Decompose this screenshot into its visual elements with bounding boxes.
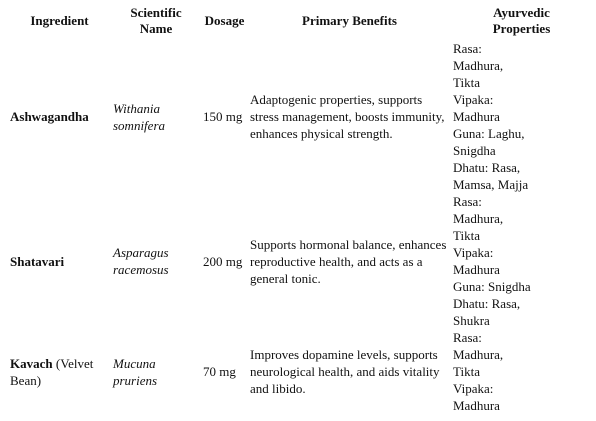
ingredient-name: Ashwagandha: [10, 109, 89, 124]
table-row: [8, 329, 592, 414]
scientific-name-cell: [111, 40, 201, 193]
header-dosage: Dosage: [204, 13, 245, 28]
ayurvedic-properties-cell: [451, 40, 592, 193]
benefits-cell: Adaptogenic properties, supports stress management, boosts immunity, enhances physical strength.: [250, 92, 445, 141]
scientific-genus: Asparagus: [113, 245, 169, 260]
header-scientific-name: [111, 2, 201, 40]
scientific-species: racemosus: [113, 262, 169, 277]
table-row: [8, 193, 592, 329]
header-primary-benefits: Primary Benefits: [302, 13, 397, 28]
table-header: [8, 2, 592, 40]
header-ayurvedic-properties: [451, 2, 592, 40]
ayurvedic-line: Vipaka:: [453, 381, 494, 396]
ayurvedic-line: Rasa:: [453, 194, 482, 209]
ayurvedic-line: Tikta: [453, 75, 480, 90]
ayurvedic-line: Madhura: [453, 398, 500, 413]
header-ayurvedic-line2: Properties: [492, 21, 551, 36]
ingredient-cell: [8, 40, 111, 193]
ayurvedic-line: Dhatu: Rasa,: [453, 296, 521, 311]
benefits-cell: Supports hormonal balance, enhances reproductive health, and acts as a general tonic.: [250, 236, 447, 286]
header-scientific-line1: Scientific: [130, 5, 182, 20]
header-ingredient: Ingredient: [30, 13, 89, 28]
ayurvedic-line: Guna: Snigdha: [453, 279, 531, 294]
ayurvedic-line: Shukra: [453, 313, 490, 328]
ayurvedic-line: Vipaka:: [453, 92, 494, 107]
ayurvedic-properties-cell: [451, 329, 592, 414]
ingredient-cell: [8, 329, 111, 414]
ayurvedic-line: Madhura,: [453, 347, 504, 362]
ayurvedic-line: Mamsa, Majja: [453, 177, 529, 192]
header-scientific-line2: Name: [139, 21, 173, 36]
table-body: [8, 40, 592, 414]
benefits-cell: Improves dopamine levels, supports neurological health, and aids vitality and libido.: [250, 347, 440, 396]
ingredient-name: Shatavari: [10, 253, 65, 269]
ayurvedic-line: Madhura,: [453, 58, 504, 73]
ayurvedic-line: Madhura: [453, 109, 500, 124]
scientific-genus: Withania: [113, 100, 160, 116]
ayurvedic-line: Guna: Laghu,: [453, 126, 525, 141]
dosage-cell: 200 mg: [203, 253, 243, 269]
ayurvedic-line: Madhura: [453, 262, 500, 277]
ayurvedic-line: Dhatu: Rasa,: [453, 160, 521, 175]
ayurvedic-line: Vipaka:: [453, 245, 494, 260]
header-row: [8, 2, 592, 40]
scientific-name-cell: [111, 193, 201, 329]
ayurvedic-line: Snigdha: [453, 143, 496, 158]
table-row: [8, 40, 592, 193]
scientific-species: pruriens: [113, 372, 158, 388]
ingredient-name: Kavach: [10, 355, 53, 371]
dosage-cell: 70 mg: [203, 364, 236, 379]
header-ayurvedic-line1: Ayurvedic: [493, 5, 550, 20]
dosage-cell: 150 mg: [203, 109, 243, 124]
scientific-species: somnifera: [113, 117, 165, 133]
herbal-ingredients-table: [8, 2, 592, 414]
scientific-genus: Mucuna: [113, 355, 156, 371]
ayurvedic-line: Rasa:: [453, 330, 482, 345]
scientific-name-cell: [111, 329, 201, 414]
ayurvedic-line: Rasa:: [453, 41, 482, 56]
ingredient-cell: [8, 193, 111, 329]
ayurvedic-line: Madhura,: [453, 211, 504, 226]
ayurvedic-line: Tikta: [453, 364, 480, 379]
ingredient-extra: (Velvet Bean): [10, 355, 94, 388]
ayurvedic-line: Tikta: [453, 228, 480, 243]
ayurvedic-properties-cell: [451, 193, 592, 329]
